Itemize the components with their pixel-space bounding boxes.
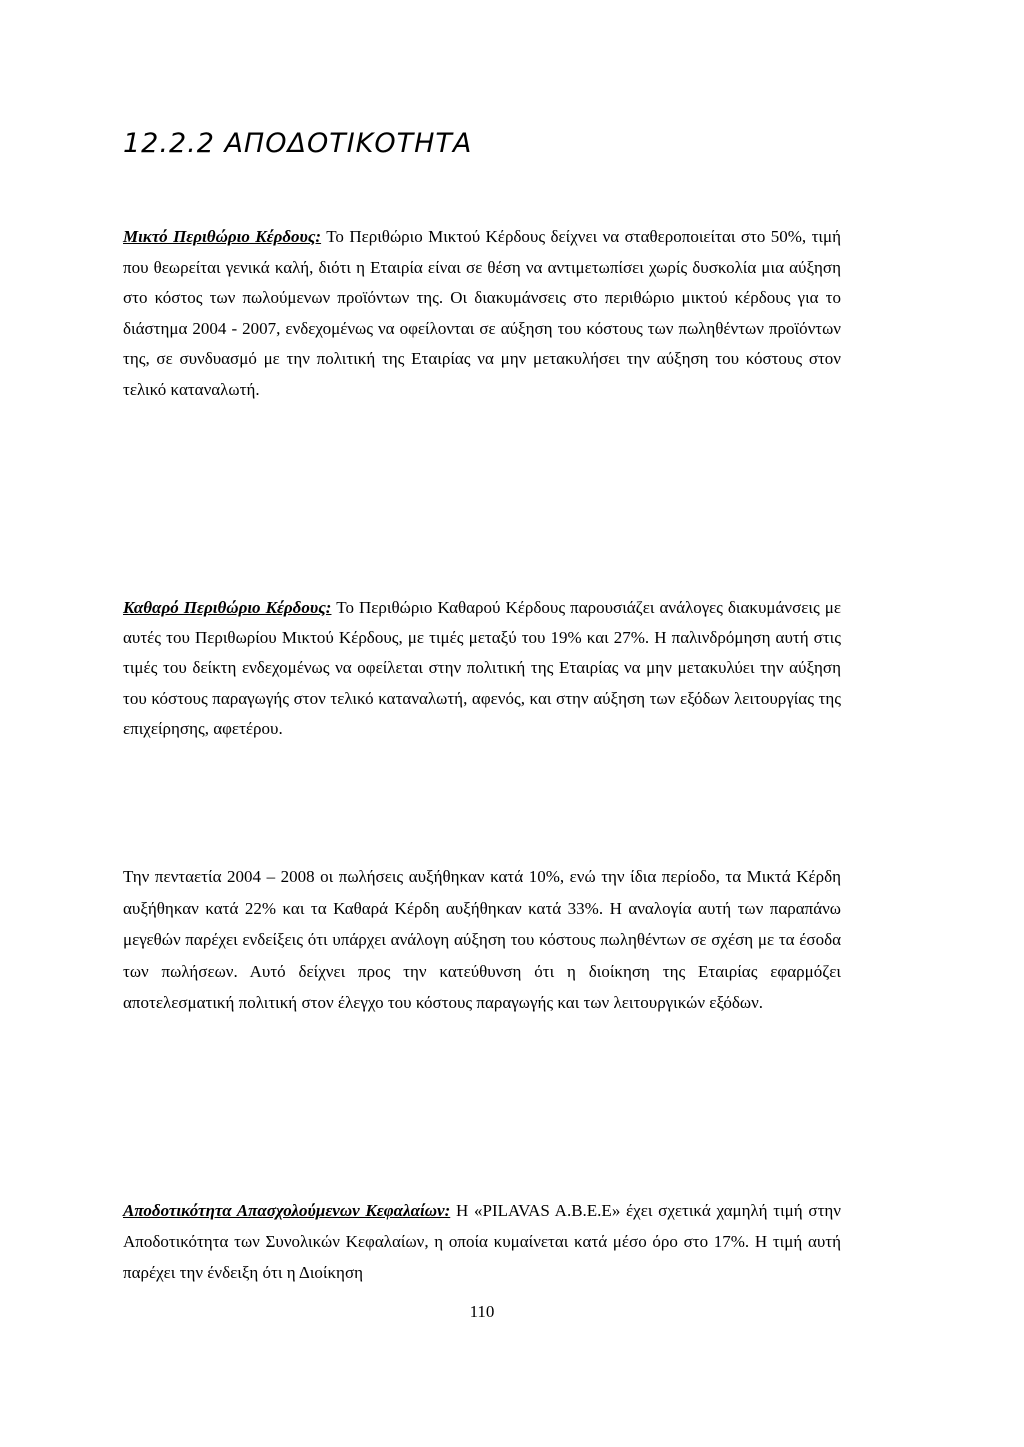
paragraph-gross-margin: [123, 222, 841, 406]
paragraph-text: Το Περιθώριο Καθαρού Κέρδους παρουσιάζει ανάλογες διακυμάνσεις με αυτές του Περιθωρίου Μικτού Κέρδους, με τιμές μεταξύ του 19% και 27%. Η παλινδρόμηση αυτή στις τιμές του δείκτη ενδεχομένως να οφείλεται στην πολιτική της Εταιρίας να μην μετακυλύει την αύξηση του κόστους παραγωγής στον τελικό καταναλωτή, αφενός, και στην αύξηση των εξόδων λειτουργίας της επιχείρησης, αφετέρου.: [123, 598, 842, 738]
term-gross-profit-margin: Μικτό Περιθώριο Κέρδους:: [123, 227, 322, 246]
document-page: [123, 0, 841, 1447]
page-number: 110: [469, 1302, 495, 1321]
term-return-on-capital-employed: Αποδοτικότητα Απασχολούμενων Κεφαλαίων:: [123, 1201, 451, 1220]
paragraph-text: Το Περιθώριο Μικτού Κέρδους δείχνει να σταθεροποιείται στο 50%, τιμή που θεωρείται γενικά καλή, διότι η Εταιρία είναι σε θέση να αντιμετωπίσει χωρίς δυσκολία μια αύξηση στο κόστος των πωλούμενων προϊόντων της. Οι διακυμάνσεις στο περιθώριο μικτού κέρδους για το διάστημα 2004 - 2007, ενδεχομένως να οφείλονται σε αύξηση του κόστους των πωληθέντων προϊόντων της, σε συνδυασμό με την πολιτική της Εταιρίας να μην μετακυλήσει την αύξηση του κόστους στον τελικό καταναλωτή.: [123, 227, 841, 399]
paragraph-text: Η «PILAVAS A.B.E.E» έχει σχετικά χαμηλή τιμή στην Αποδοτικότητα των Συνολικών Κεφαλαίων, η οποία κυμαίνεται κατά μέσο όρο στο 17%. Η τιμή αυτή παρέχει την ένδειξη ότι η Διοίκηση: [123, 1201, 841, 1282]
paragraph-text: Την πενταετία 2004 – 2008 οι πωλήσεις αυξήθηκαν κατά 10%, ενώ την ίδια περίοδο, τα Μικτά Κέρδη αυξήθηκαν κατά 22% και τα Καθαρά Κέρδη αυξήθηκαν κατά 33%. Η αναλογία αυτή των παραπάνω μεγεθών παρέχει ενδείξεις ότι υπάρχει ανάλογη αύξηση του κόστους πωληθέντων σε σχέση με τα έσοδα των πωλήσεων. Αυτό δείχνει προς την κατεύθυνση ότι η διοίκηση της Εταιρίας εφαρμόζει αποτελεσματική πολιτική στον έλεγχο του κόστους παραγωγής και των λειτουργικών εξόδων.: [123, 867, 841, 1013]
paragraph-return-on-capital: [123, 1195, 841, 1288]
paragraph-five-year-summary: [123, 861, 841, 1019]
section-heading: 12.2.2 ΑΠΟΔΟΤΙΚΟΤΗΤΑ: [123, 128, 473, 159]
paragraph-net-margin: [123, 593, 841, 744]
term-net-profit-margin: Καθαρό Περιθώριο Κέρδους:: [123, 598, 332, 617]
